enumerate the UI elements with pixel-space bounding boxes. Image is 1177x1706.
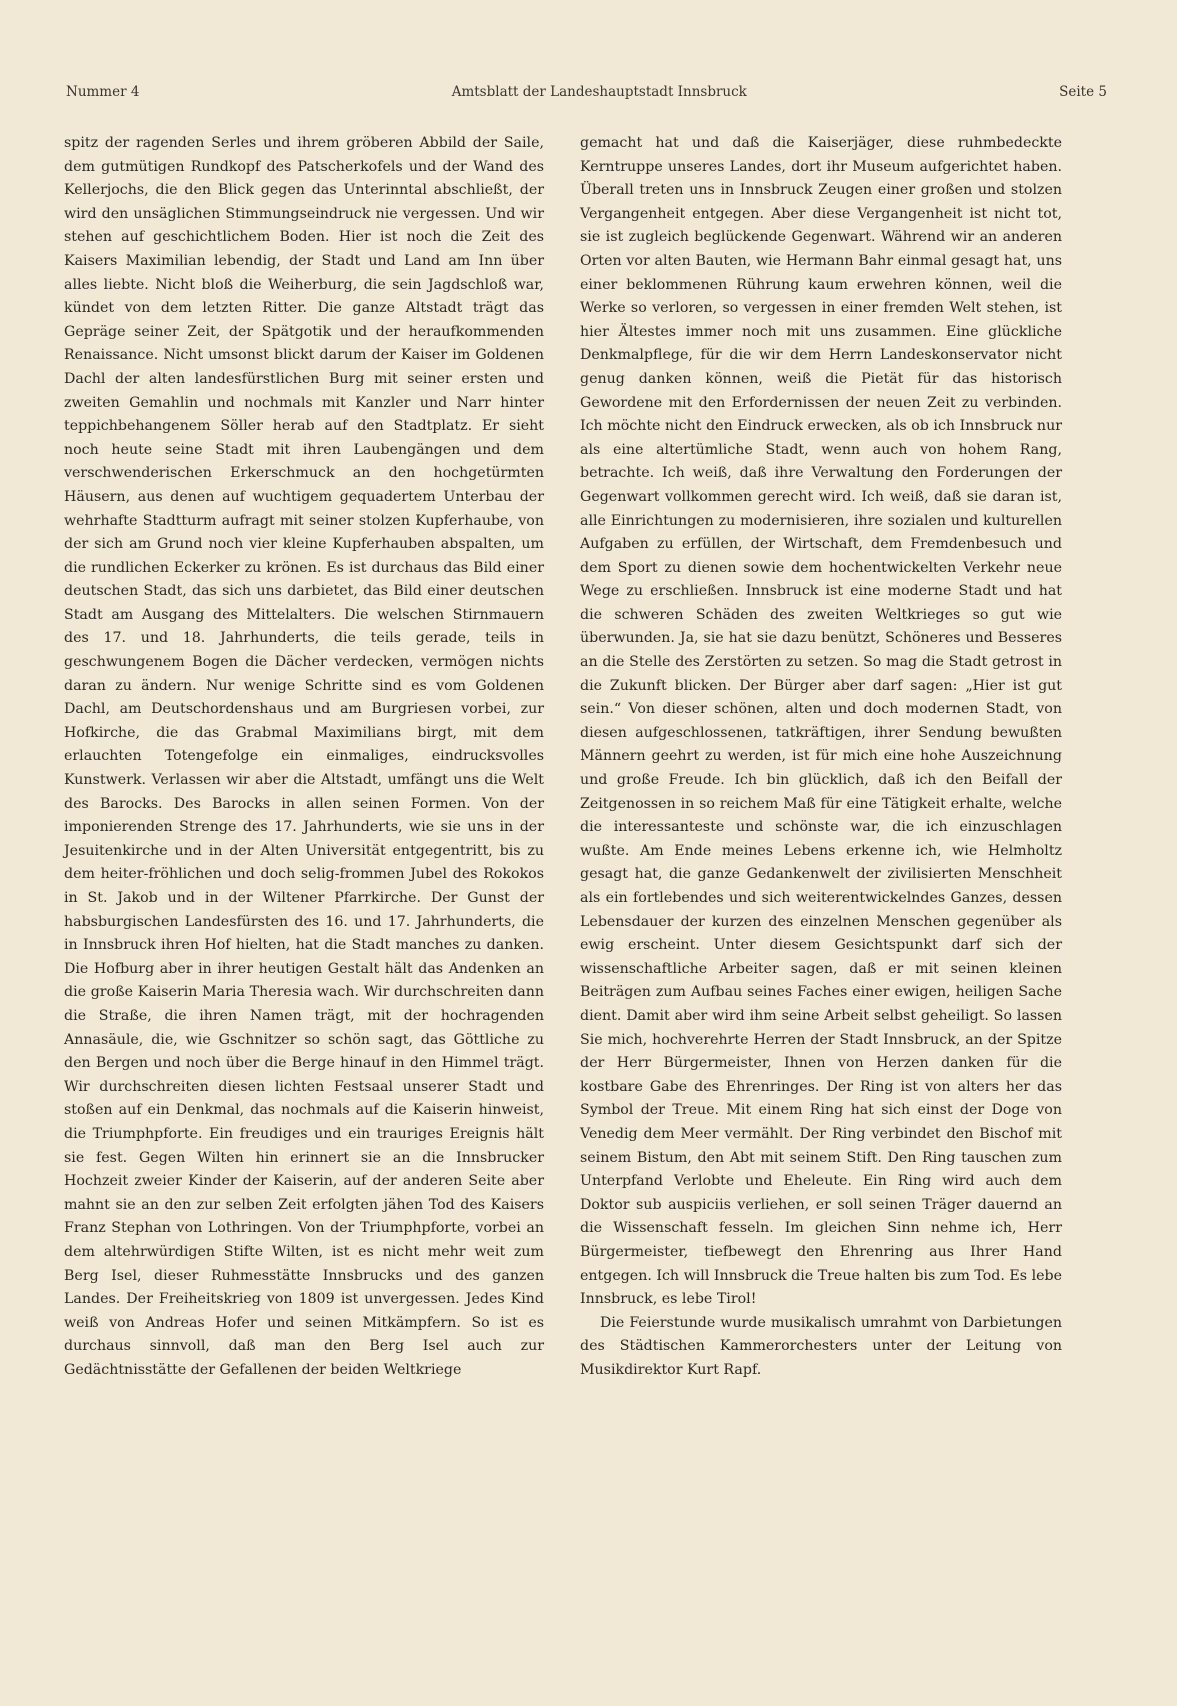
right-paragraph-1: gemacht hat und daß die Kaiserjäger, diese ruhmbedeckte Kerntruppe unseres Landes, dort ihr Museum aufgerichtet haben. Überall treten uns in Innsbruck Zeugen einer großen und stolzen Vergangenheit entgegen. Aber diese Vergangenheit ist nicht tot, sie ist zugleich beglückende Gegenwart. Während wir an anderen Orten vor alten Bauten, wie Hermann Bahr einmal gesagt hat, uns einer beklommenen Rührung kaum erwehren können, weil die Werke so verloren, so vergessen in einer fremden Welt stehen, ist hier Ältestes immer noch mit uns zusammen. Eine glückliche Denkmalpflege, für die wir dem Herrn Landeskonservator nicht genug danken können, weiß die Pietät für das historisch Gewordene mit den Erfordernissen der neuen Zeit zu verbinden. Ich möchte nicht den Eindruck erwecken, als ob ich Innsbruck nur als eine altertümliche Stadt, wenn auch von hohem Rang, betrachte. Ich weiß, daß ihre Verwaltung den Forderungen der Gegenwart vollkommen gerecht wird. Ich weiß, daß sie daran ist, alle Einrichtungen zu modernisieren, ihre sozialen und kulturellen Aufgaben zu erfüllen, der Wirtschaft, dem Fremdenbesuch und dem Sport zu dienen sowie dem hochentwickelten Verkehr neue Wege zu erschließen. Innsbruck ist eine moderne Stadt und hat die schweren Schäden des zweiten Weltkrieges so gut wie überwunden. Ja, sie hat sie dazu benützt, Schöneres und Besseres an die Stelle des Zerstörten zu setzen. So mag die Stadt getrost in die Zukunft blicken. Der Bürger aber darf sagen: „Hier ist gut sein.“ Von dieser schönen, alten und doch modernen Stadt, von diesen aufgeschlossenen, tatkräftigen, ihrer Sendung bewußten Männern geehrt zu werden, ist für mich eine hohe Auszeichnung und große Freude. Ich bin glücklich, daß ich den Beifall der Zeitgenossen in so reichem Maß für eine Tätigkeit erhalte, welche die interessanteste und schönste war, die ich einzuschlagen wußte. Am Ende meines Lebens erkenne ich, wie Helmholtz gesagt hat, die ganze Gedankenwelt der zivilisierten Menschheit als ein fortlebendes und sich weiterentwickelndes Ganzes, dessen Lebensdauer der kurzen des einzelnen Menschen gegenüber als ewig erscheint. Unter diesem Gesichtspunkt darf sich der wissenschaftliche Arbeiter sagen, daß er mit seinen kleinen Beiträgen zum Aufbau seines Faches einer ewigen, heiligen Sache dient. Damit aber wird ihm seine Arbeit selbst geheiligt. So lassen Sie mich, hochverehrte Herren der Stadt Innsbruck, an der Spitze der Herr Bürgermeister, Ihnen von Herzen danken für die kostbare Gabe des Ehrenringes. Der Ring ist von alters her das Symbol der Treue. Mit einem Ring hat sich einst der Doge von Venedig dem Meer vermählt. Der Ring verbindet den Bischof mit seinem Bistum, den Abt mit seinem Stift. Den Ring tauschen zum Unterpfand Verlobte und Eheleute. Ein Ring wird auch dem Doktor sub auspiciis verliehen, er soll seinen Träger dauernd an die Wissenschaft fesseln. Im gleichen Sinn nehme ich, Herr Bürgermeister, tiefbewegt den Ehrenring aus Ihrer Hand entgegen. Ich will Innsbruck die Treue halten bis zum Tod. Es lebe Innsbruck, es lebe Tirol! <box>580 135 1062 1308</box>
issue-number: Nummer 4 <box>66 84 140 100</box>
page-header <box>66 84 1107 106</box>
right-column <box>580 132 1062 1382</box>
publication-title: Amtsblatt der Landeshauptstadt Innsbruck <box>451 84 747 100</box>
left-paragraph-1: spitz der ragenden Serles und ihrem gröberen Abbild der Saile, dem gutmütigen Rundkopf des Patscherkofels und der Wand des Kellerjochs, die den Blick gegen das Unterinntal abschließt, der wird den unsäglichen Stimmungseindruck nie vergessen. Und wir stehen auf geschichtlichem Boden. Hier ist noch die Zeit des Kaisers Maximilian lebendig, der Stadt und Land am Inn über alles liebte. Nicht bloß die Weiherburg, die sein Jagdschloß war, kündet von dem letzten Ritter. Die ganze Altstadt trägt das Gepräge seiner Zeit, der Spätgotik und der heraufkommenden Renaissance. Nicht umsonst blickt darum der Kaiser im Goldenen Dachl der alten landesfürstlichen Burg mit seiner ersten und zweiten Gemahlin und nochmals mit Kanzler und Narr hinter teppichbehangenem Söller herab auf den Stadtplatz. Er sieht noch heute seine Stadt mit ihren Laubengängen und dem verschwenderischen Erkerschmuck an den hochgetürmten Häusern, aus denen auf wuchtigem gequadertem Unterbau der wehrhafte Stadtturm aufragt mit seiner stolzen Kupferhaube, von der sich am Grund noch vier kleine Kupferhauben abspalten, um die rundlichen Eckerker zu krönen. Es ist durchaus das Bild einer deutschen Stadt, das sich uns darbietet, das Bild einer deutschen Stadt am Ausgang des Mittelalters. Die welschen Stirnmauern des 17. und 18. Jahrhunderts, die teils gerade, teils in geschwungenem Bogen die Dächer verdecken, vermögen nichts daran zu ändern. Nur wenige Schritte sind es vom Goldenen Dachl, am Deutschordenshaus und am Burgriesen vorbei, zur Hofkirche, die das Grabmal Maximilians birgt, mit dem erlauchten Totengefolge ein einmaliges, eindrucksvolles Kunstwerk. Verlassen wir aber die Altstadt, umfängt uns die Welt des Barocks. Des Barocks in allen seinen Formen. Von der imponierenden Strenge des 17. Jahrhunderts, wie sie uns in der Jesuitenkirche und in der Alten Universität entgegentritt, bis zu dem heiter-fröhlichen und doch selig-frommen Jubel des Rokokos in St. Jakob und in der Wiltener Pfarrkirche. Der Gunst der habsburgischen Landesfürsten des 16. und 17. Jahrhunderts, die in Innsbruck ihren Hof hielten, hat die Stadt manches zu danken. Die Hofburg aber in ihrer heutigen Gestalt hält das Andenken an die große Kaiserin Maria Theresia wach. Wir durchschreiten dann die Straße, die ihren Namen trägt, mit der hochragenden Annasäule, die, wie Gschnitzer so schön sagt, das Göttliche zu den Bergen und noch über die Berge hinauf in den Himmel trägt. Wir durchschreiten diesen lichten Festsaal unserer Stadt und stoßen auf ein Denkmal, das nochmals auf die Kaiserin hinweist, die Triumphpforte. Ein freudiges und ein trauriges Ereignis hält sie fest. Gegen Wilten hin erinnert sie an die Innsbrucker Hochzeit zweier Kinder der Kaiserin, auf der anderen Seite aber mahnt sie an den zur selben Zeit erfolgten jähen Tod des Kaisers Franz Stephan von Lothringen. Von der Triumphpforte, vorbei an dem altehrwürdigen Stifte Wilten, ist es nicht mehr weit zum Berg Isel, dieser Ruhmesstätte Innsbrucks und des ganzen Landes. Der Freiheitskrieg von 1809 ist unvergessen. Jedes Kind weiß von Andreas Hofer und seinen Mitkämpfern. So ist es durchaus sinnvoll, daß man den Berg Isel auch zur Gedächtnisstätte der Gefallenen der beiden Weltkriege <box>64 135 544 1378</box>
page-number: Seite 5 <box>1059 84 1107 100</box>
left-column <box>64 132 544 1382</box>
right-paragraph-2: Die Feierstunde wurde musikalisch umrahmt von Darbietungen des Städtischen Kammerorchesters unter der Leitung von Musikdirektor Kurt Rapf. <box>580 1314 1062 1378</box>
